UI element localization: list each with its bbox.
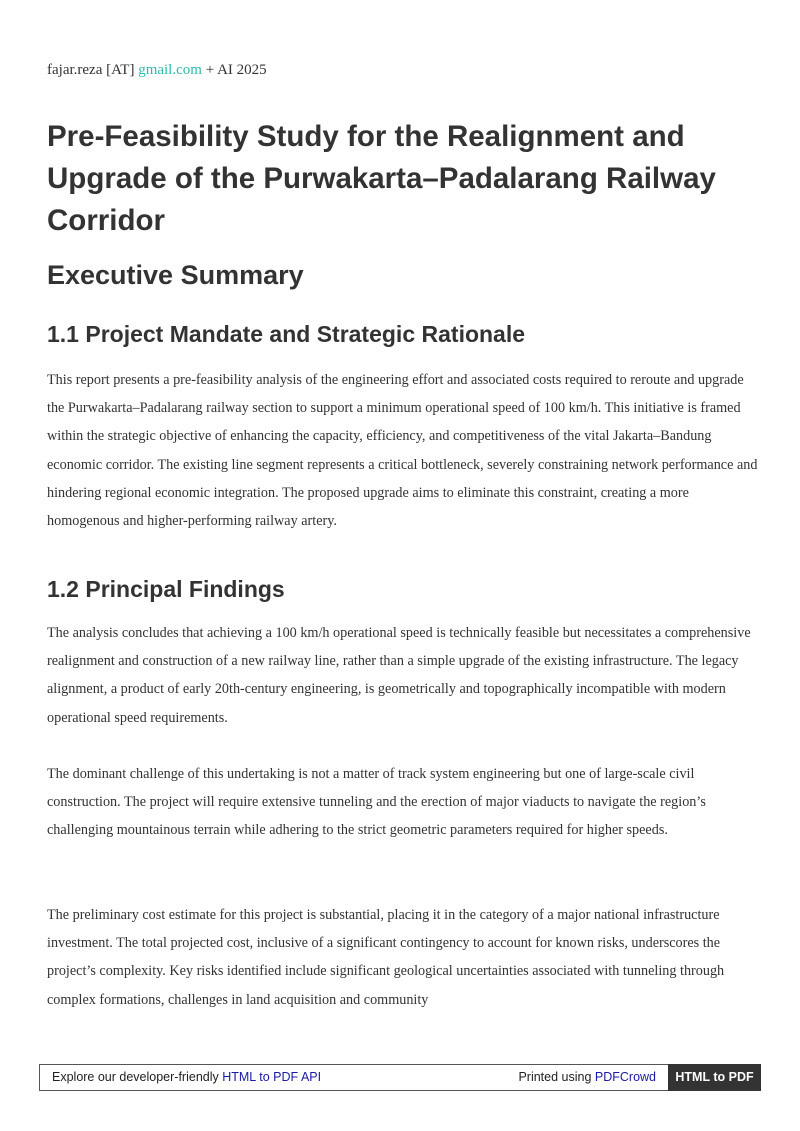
findings-paragraph-1: The analysis concludes that achieving a 100 km/h operational speed is technically feasible but necessitates a comprehensive realignment and construction of a new railway line, rather than a simple upgrade of the existing infrastructure. The legacy alignment, a product of early 20th-century engineering, is geometrically and topographically incompatible with modern operational speed requirements.	[47, 625, 751, 726]
findings-paragraph-3: The preliminary cost estimate for this project is substantial, placing it in the category of a major national infrastructure investment. The total projected cost, inclusive of a significant contingency to account for known risks, underscores the project’s complexity. Key risks identified include significant geological uncertainties associated with tunneling through complex formations, challenges in land acquisition and community	[47, 907, 725, 1008]
pdfcrowd-link[interactable]: PDFCrowd	[594, 1070, 656, 1084]
footer-printed-text: Printed using	[518, 1070, 595, 1084]
document-title: Pre-Feasibility Study for the Realignment and Upgrade of the Purwakarta–Padalarang Railway Corridor	[47, 120, 716, 237]
footer-printed	[518, 1070, 656, 1084]
author-prefix: fajar.reza [AT]	[47, 62, 139, 78]
mandate-paragraph: This report presents a pre-feasibility analysis of the engineering effort and associated costs required to reroute and upgrade the Purwakarta–Padalarang railway section to support a minimum operational speed of 100 km/h. This initiative is framed within the strategic objective of enhancing the capacity, efficiency, and competitiveness of the vital Jakarta–Bandung economic corridor. The existing line segment represents a critical bottleneck, severely constraining network performance and hindering regional economic integration. The proposed upgrade aims to eliminate this constraint, creating a more homogenous and higher-performing railway artery.	[47, 372, 758, 530]
section-heading-findings: 1.2 Principal Findings	[47, 576, 285, 602]
author-suffix: + AI 2025	[201, 62, 267, 78]
section-heading-mandate: 1.1 Project Mandate and Strategic Rationale	[47, 321, 526, 347]
footer-explore	[52, 1070, 321, 1084]
pdfcrowd-footer-bar	[39, 1064, 761, 1091]
author-email-domain-link[interactable]: gmail.com	[138, 62, 202, 78]
html-to-pdf-api-link[interactable]: HTML to PDF API	[222, 1070, 322, 1084]
author-line	[47, 61, 267, 79]
html-to-pdf-badge-button[interactable]: HTML to PDF	[668, 1064, 761, 1091]
footer-explore-text: Explore our developer-friendly	[52, 1070, 223, 1084]
section-title: Executive Summary	[47, 260, 304, 290]
findings-paragraph-2: The dominant challenge of this undertaking is not a matter of track system engineering but one of large-scale civil construction. The project will require extensive tunneling and the erection of major viaducts to navigate the region’s challenging mountainous terrain while adhering to the strict geometric parameters required for higher speeds.	[47, 766, 706, 839]
